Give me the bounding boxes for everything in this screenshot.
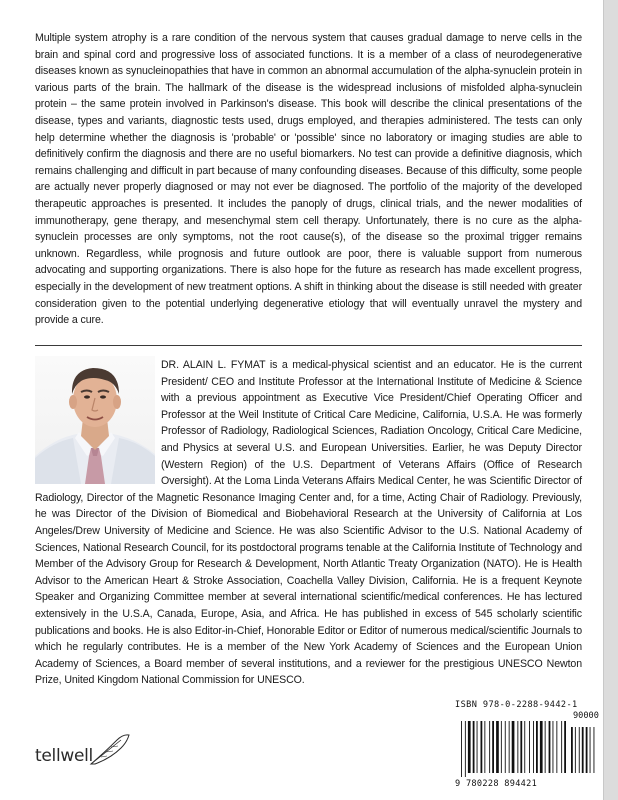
addon-bar: [590, 727, 591, 773]
barcode-bar: [561, 721, 562, 773]
barcode-bar: [533, 721, 534, 773]
addon-bar: [586, 727, 588, 773]
addon-bar: [594, 727, 595, 773]
barcode-bar: [496, 721, 499, 773]
barcode-bar: [509, 721, 510, 773]
barcode-bar: [473, 721, 475, 773]
barcode-bar: [520, 721, 522, 773]
addon-bar: [575, 727, 576, 773]
barcode-digits: 9 780228 894421: [455, 779, 538, 789]
barcode-bar: [564, 721, 566, 773]
publisher-logo: [35, 732, 135, 772]
barcode-bar: [556, 721, 557, 773]
section-divider: [35, 345, 582, 346]
barcode-bar: [481, 721, 483, 773]
quill-icon: [87, 732, 133, 768]
barcode-bar: [492, 721, 494, 773]
barcode-main: [461, 721, 566, 777]
barcode-bar: [517, 721, 518, 773]
barcode-bar: [484, 721, 485, 773]
book-blurb: Multiple system atrophy is a rare condition of the nervous system that causes gradual damage to nerve cells in the brain and spinal cord and progressive loss of associated functions. It is a member of a class of neurodegenerative diseases known as synucleinopathies that have in common an abnormal accumulation of the alpha-synuclein protein in various parts of the brain. The hallmark of the disease is the widespread inclusions of misfolded alpha-synuclein protein – the same protein involved in Parkinson's disease. This book will describe the clinical presentations of the disease, types and variants, diagnostic tests used, drugs employed, and therapies administered. The tests can only help determine whether the diagnosis is 'probable' or 'possible' since no laboratory or imaging studies are able to definitively confirm the diagnosis and there are no useful biomarkers. No test can provide a definitive diagnosis, which remains challenging and difficult in part because of many confounding diseases. Because of this difficulty, some people are actually never properly diagnosed or may not ever be diagnosed. The portfolio of the majority of the developed therapeutic approaches is presented. It includes the panoply of drugs, clinical trials, and the newer modalities of immunotherapy, gene therapy, and mesenchymal stem cell therapy. Unfortunately, there is no cure as the alpha-synuclein processes are only symptoms, not the root cause(s), of the disease so the proximal trigger remains unknown. Regardless, while prognosis and future outlook are poor, there is valuable support from numerous advocating and supporting organizations. There is also hope for the future as research has made excellent progress, especially in the development of new treatment options. A shift in thinking about the disease is still needed with greater consideration given to the potential underlying degenerative etiology that will eventually unravel the mystery and provide a cure.: [35, 32, 582, 327]
barcode-bar: [553, 721, 554, 773]
barcode-bar: [549, 721, 551, 773]
barcode-bar: [545, 721, 546, 773]
isbn-label: ISBN 978-0-2288-9442-1: [455, 700, 578, 710]
barcode-bar: [540, 721, 543, 773]
barcode-bar: [505, 721, 506, 773]
author-bio: [35, 357, 582, 689]
barcode-bar: [512, 721, 515, 773]
barcode-bar: [529, 721, 530, 773]
isbn-barcode: [455, 693, 603, 793]
barcode-bar: [461, 721, 462, 777]
barcode-bar: [524, 721, 525, 773]
barcode-bar: [477, 721, 478, 773]
publisher-name: tellwell: [35, 746, 93, 766]
photo-wrap-spacer: [35, 357, 161, 485]
addon-bar: [582, 727, 584, 773]
barcode-bar: [501, 721, 502, 773]
addon-bar: [579, 727, 580, 773]
barcode-bars: [455, 721, 603, 779]
barcode-bar: [489, 721, 490, 773]
barcode-bar: [465, 721, 466, 777]
addon-bar: [571, 727, 573, 773]
barcode-bar: [468, 721, 471, 773]
author-bio-text: DR. ALAIN L. FYMAT is a medical-physical scientist and an educator. He is the current President/ CEO and Institute Professor at the International Institute of Medicine & Science with a previous appointment as Executive Vice President/Chief Operating Officer and Professor at the Weil Institute of Critical Care Medicine, California, U.S.A. He was formerly Professor of Radiology, Radiological Sciences, Radiation Oncology, Critical Care Medicine, and Physics at several U.S. and European Universities. Earlier, he was Deputy Director (Western Region) of the U.S. Department of Veterans Affairs (Office of Research Oversight). At the Loma Linda Veterans Affairs Medical Center, he was Scientific Director of Radiology, Director of the Magnetic Resonance Imaging Center and, for a time, Acting Chair of Radiology. Previously, he was Director of the Division of Biomedical and Biobehavioral Research at the University of California at Los Angeles/Drew University of Medicine and Science. He was also Scientific Advisor to the U.S. National Academy of Sciences, National Research Council, for its postdoctoral programs tenable at the California Institute of Technology and Member of the Advisory Group for Research & Development, North Atlantic Treaty Organization (NATO). He is Health Advisor to the American Heart & Stroke Association, Coachella Valley Division, California. He is a frequent Keynote Speaker and Organizing Committee member at several international scientific/medical conferences. He has lectured extensively in the U.S.A, Canada, Europe, Asia, and Africa. He has published in excess of 545 scholarly scientific publications and books. He is also Editor-in-Chief, Honorable Editor or Editor of numerous medical/scientific Journals to which he regularly contributes. He is a member of the New York Academy of Sciences and the European Union Academy of Sciences, a Board member of several institutions, and a reviewer for the prestigious UNESCO Newton Prize, United Kingdom National Commission for UNESCO.: [35, 359, 582, 687]
price-code: 90000: [573, 711, 599, 721]
page-edge-strip: [603, 0, 618, 800]
barcode-bar: [536, 721, 538, 773]
